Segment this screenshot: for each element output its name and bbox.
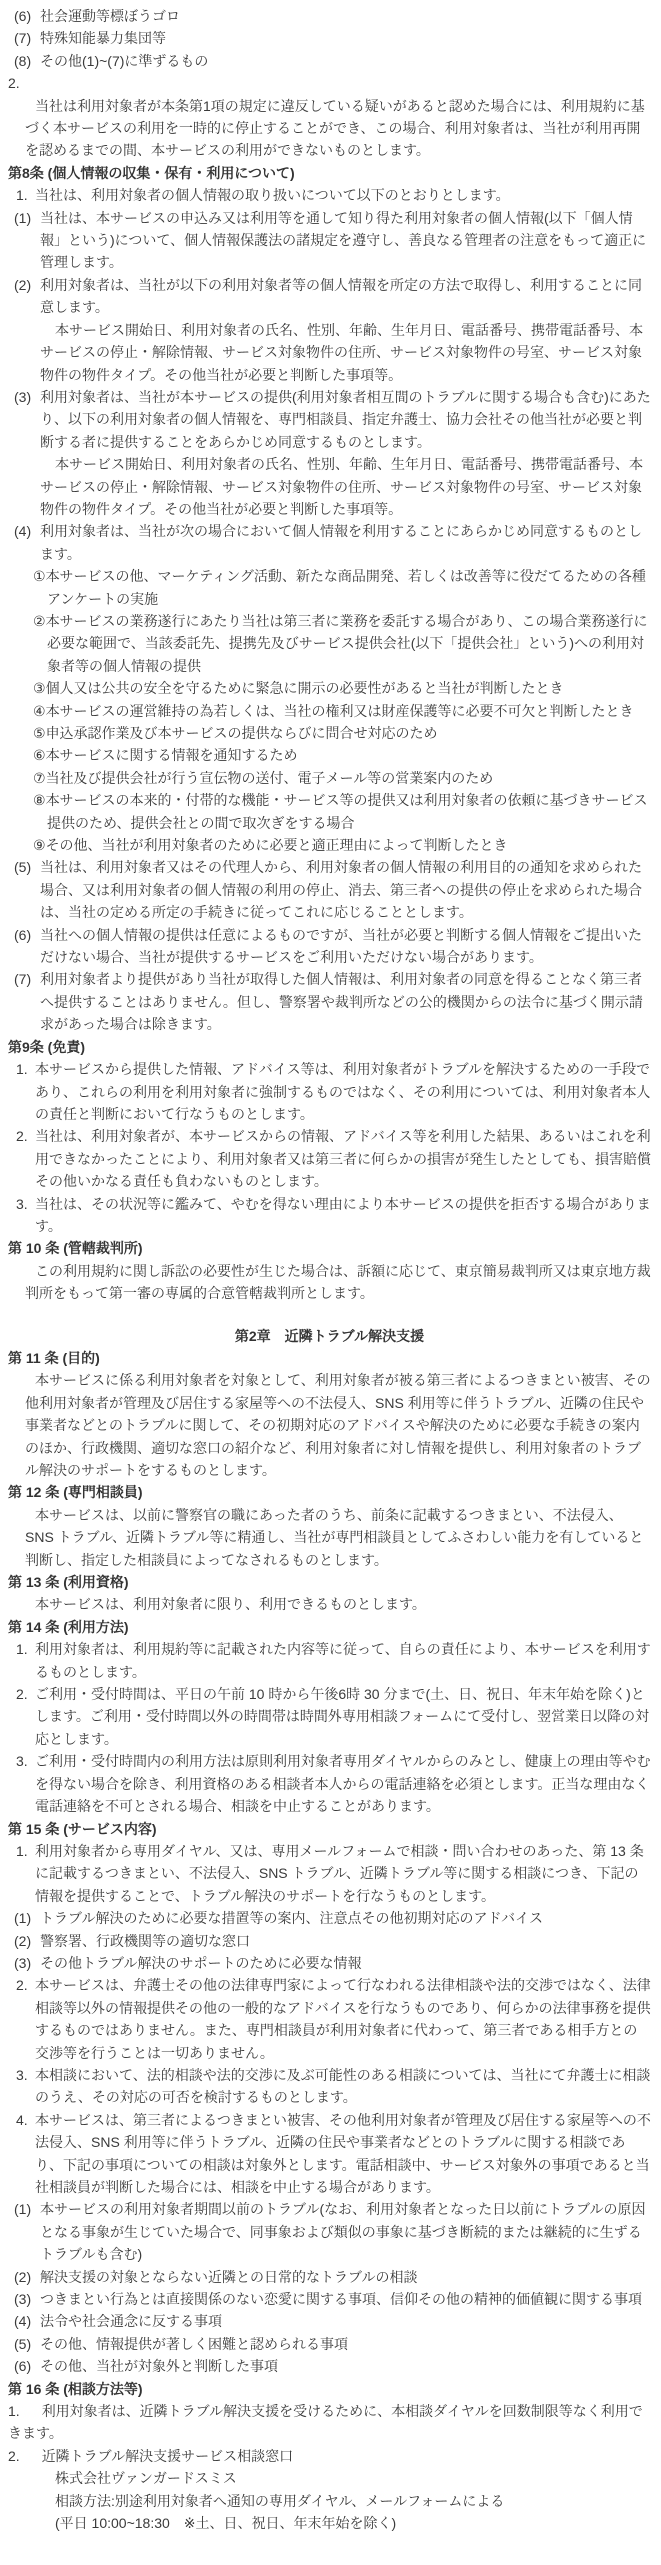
circled-list-item — [8, 565, 651, 610]
paren-list-item — [8, 50, 651, 72]
circled-list-item — [8, 700, 651, 722]
item-text: 近隣トラブル解決支援サービス相談窓口 — [41, 2447, 294, 2464]
circled-list-item — [8, 767, 651, 789]
numbered-list-item — [8, 1974, 651, 2064]
item-marker: (1) — [14, 1910, 32, 1927]
numbered-list-item — [8, 2400, 651, 2445]
numbered-list-item — [8, 1125, 651, 1192]
item-text: 利用対象者は、利用規約等に記載された内容等に従って、自らの責任により、本サービスを利用するものとします。 — [35, 1641, 651, 1680]
paren-list-item — [8, 2310, 651, 2332]
item-marker: ⑦ — [33, 769, 46, 786]
numbered-list-item — [8, 72, 651, 94]
item-marker: (7) — [14, 971, 32, 988]
item-text: 利用対象者より提供があり当社が取得した個人情報は、利用対象者の同意を得ることなく第三者へ提供することはありません。但し、警察署や裁判所などの公的機関からの法令に基づく開示請求があった場合は除きます。 — [40, 971, 643, 1033]
item-marker: 2. — [8, 2447, 20, 2464]
item-text: 第 13 条 (利用資格) — [8, 1574, 129, 1591]
item-marker: 4. — [16, 2111, 28, 2128]
item-marker: 3. — [16, 1753, 28, 1770]
item-text: 本サービスは、利用対象者に限り、利用できるものとします。 — [35, 1596, 426, 1613]
item-marker: ① — [33, 568, 46, 585]
paren-list-item — [8, 520, 651, 565]
item-marker: ③ — [33, 680, 46, 697]
paren-list-item — [8, 1952, 651, 1974]
item-marker: 3. — [16, 1195, 28, 1212]
paren-list-item — [8, 274, 651, 319]
paren-list-item — [8, 2355, 651, 2377]
item-text: その他、情報提供が著しく困難と認められる事項 — [40, 2335, 348, 2352]
paragraph — [8, 1504, 651, 1571]
circled-list-item — [8, 677, 651, 699]
paragraph — [8, 1260, 651, 1305]
item-text: 当社への個人情報の提供は任意によるものですが、当社が必要と判断する個人情報をご提出いただけない場合、当社が提供するサービスをご利用いただけない場合があります。 — [40, 926, 642, 966]
item-text: 当社は、その状況等に鑑みて、やむを得ない理由により本サービスの提供を拒否する場合があります。 — [35, 1195, 651, 1234]
circled-list-item — [8, 610, 651, 677]
numbered-list-item — [8, 1638, 651, 1683]
item-marker: 2. — [8, 75, 20, 92]
paren-list-item — [8, 1930, 651, 1952]
paren-list-item — [8, 856, 651, 923]
item-marker: (3) — [14, 388, 32, 405]
paren-list-item — [8, 1907, 651, 1929]
item-text: 本サービスは、第三者によるつきまとい被害、その他利用対象者が管理及び居住する家屋等への不法侵入、SNS 利用等に伴うトラブル、近隣の住民や事業者などとのトラブルに関する相談であり、下記の事項についての相談は対象外とします。電話相談中、サービス対象外の事項であると当社相談員が判断した場合には、相談を中止する場合があります。 — [35, 2111, 651, 2195]
paren-list-item — [8, 207, 651, 274]
article-heading — [8, 1237, 651, 1259]
numbered-list-item — [8, 2109, 651, 2199]
item-text: 相談方法:別途利用対象者へ通知の専用ダイヤル、メールフォームによる — [55, 2492, 505, 2509]
item-text: 本サービス開始日、利用対象者の氏名、性別、年齢、生年月日、電話番号、携帯電話番号、本サービスの停止・解除情報、サービス対象物件の住所、サービス対象物件の号室、サービス対象物件の物件タイプ。その他当社が必要と判断した事項等。 — [40, 456, 643, 517]
item-marker: (4) — [14, 2313, 32, 2330]
contact-detail-line — [8, 2512, 651, 2534]
item-marker: (6) — [14, 8, 32, 24]
item-text: 本サービスは、弁護士その他の法律専門家によって行なわれる法律相談や法的交渉ではなく、法律相談等以外の情報提供その他の一般的なアドバイスを行なうものであり、何らかの法律事務を提供するものではありません。また、専門相談員が利用対象者に代わって、第三者である相手方との交渉等を行うことは一切ありません。 — [35, 1977, 651, 2061]
item-text: 個人又は公共の安全を守るために緊急に開示の必要性があると当社が判断したとき — [45, 680, 564, 697]
item-marker: (4) — [14, 523, 32, 540]
item-text: 株式会社ヴァンガードスミス — [55, 2470, 237, 2487]
item-text: 本相談において、法的相談や法的交渉に及ぶ可能性のある相談については、当社にて弁護士に相談のうえ、その対応の可否を検討するものとします。 — [35, 2066, 651, 2106]
item-marker: ④ — [33, 702, 46, 719]
item-text: 特殊知能暴力集団等 — [40, 30, 166, 47]
item-text: 第 14 条 (利用方法) — [8, 1618, 129, 1635]
item-text: 当社は利用対象者が本条第1項の規定に違反している疑いがあると認めた場合には、利用規約に基づく本サービスの利用を一時的に停止することができ、この場合、利用対象者は、当社が利用再開を認めるまでの間、本サービスの利用ができないものとします。 — [25, 97, 645, 159]
item-text: つきまとい行為とは直接関係のない恋愛に関する事項、信仰その他の精神的価値観に関する事項 — [40, 2291, 642, 2308]
item-text: 本サービス開始日、利用対象者の氏名、性別、年齢、生年月日、電話番号、携帯電話番号、本サービスの停止・解除情報、サービス対象物件の住所、サービス対象物件の号室、サービス対象物件の物件タイプ。その他当社が必要と判断した事項等。 — [40, 321, 643, 383]
numbered-list-item — [8, 2445, 651, 2467]
circled-list-item — [8, 744, 651, 766]
item-marker: 1. — [16, 1061, 28, 1078]
item-marker: (1) — [14, 209, 32, 226]
contact-detail-line — [8, 2490, 651, 2512]
item-text: この利用規約に関し訴訟の必要性が生じた場合は、訴額に応じて、東京簡易裁判所又は東京地方裁判所をもって第一審の専属的合意管轄裁判所とします。 — [25, 1262, 651, 1302]
article-heading — [8, 1481, 651, 1503]
item-marker: (6) — [14, 926, 32, 943]
article-heading — [8, 2378, 651, 2400]
item-text: その他、当社が対象外と判断した事項 — [40, 2358, 278, 2375]
paragraph — [8, 1593, 651, 1615]
item-text: 警察署、行政機関等の適切な窓口 — [40, 1932, 250, 1949]
item-text: 解決支援の対象とならない近隣との日常的なトラブルの相談 — [40, 2268, 418, 2285]
item-marker: (3) — [14, 2291, 32, 2308]
item-text: その他トラブル解決のサポートのために必要な情報 — [40, 1954, 362, 1971]
item-text: 当社は、利用対象者又はその代理人から、利用対象者の個人情報の利用目的の通知を求められた場合、又は利用対象者の個人情報の利用の停止、消去、第三者への提供の停止を求められた場合は、当社の定める所定の手続きに従ってこれに応じることとします。 — [40, 859, 642, 921]
item-text: (平日 10:00~18:30 ※土、日、祝日、年末年始を除く) — [55, 2515, 397, 2532]
item-marker: ⑨ — [33, 837, 46, 854]
item-text: 本サービスの業務遂行にあたり当社は第三者に業務を委託する場合があり、この場合業務遂行に必要な範囲で、当該委託先、提携先及びサービス提供会社(以下「提供会社」という)への利用対象者等の個人情報の提供 — [45, 612, 648, 674]
paren-list-item — [8, 2266, 651, 2288]
article-heading — [8, 1571, 651, 1593]
item-marker: (3) — [14, 1954, 32, 1971]
circled-list-item — [8, 789, 651, 834]
item-marker: ⑤ — [33, 725, 46, 741]
indented-paragraph — [8, 453, 651, 520]
numbered-list-item — [8, 1750, 651, 1817]
indented-paragraph — [8, 319, 651, 386]
item-text: 本サービスに関する情報を通知するため — [45, 747, 298, 764]
item-marker: 2. — [16, 1686, 28, 1703]
item-marker: (1) — [14, 2201, 32, 2218]
article-heading — [8, 1818, 651, 1840]
item-text: 当社は、利用対象者の個人情報の取り扱いについて以下のとおりとします。 — [35, 187, 510, 204]
item-text: 本サービスの本来的・付帯的な機能・サービス等の提供又は利用対象者の依頼に基づきサービス提供のため、提供会社との間で取次ぎをする場合 — [45, 792, 648, 831]
numbered-list-item — [8, 2064, 651, 2109]
item-text: 本サービスは、以前に警察官の職にあった者のうち、前条に記載するつきまとい、不法侵入、SNS トラブル、近隣トラブル等に精通し、当社が専門相談員としてふさわしい能力を有していると判断し、指定した相談員によってなされるものとします。 — [25, 1506, 644, 1568]
item-text: 第 11 条 (目的) — [8, 1349, 100, 1366]
item-text: 社会運動等標ぼうゴロ — [40, 8, 180, 24]
item-text: 本サービスから提供した情報、アドバイス等は、利用対象者がトラブルを解決するための一手段であり、これらの利用を利用対象者に強制するものではなく、その利用については、利用対象者本人の責任と判断において行なうものとします。 — [35, 1061, 651, 1122]
paren-list-item — [8, 386, 651, 453]
item-marker: ⑧ — [33, 792, 46, 809]
chapter-heading — [8, 1325, 651, 1347]
numbered-list-item — [8, 1683, 651, 1750]
item-marker: (5) — [14, 859, 32, 876]
item-text: 本サービスに係る利用対象者を対象として、利用対象者が被る第三者によるつきまとい被害、その他利用対象者が管理及び居住する家屋等への不法侵入、SNS 利用等に伴うトラブル、近隣の住民や事業者などとのトラブルに関して、その初期対応のアドバイスや解決のために必要な手続きの案内のほか、行政機関、適切な窓口の紹介など、利用対象者に対し情報を提供し、利用対象者のトラブル解決のサポートをするものとします。 — [25, 1372, 651, 1478]
item-text: 利用対象者は、当社が以下の利用対象者等の個人情報を所定の方法で取得し、利用することに同意します。 — [40, 276, 642, 316]
item-text: トラブル解決のために必要な措置等の案内、注意点その他初期対応のアドバイス — [40, 1910, 544, 1927]
paragraph — [8, 1369, 651, 1481]
item-marker: ② — [33, 612, 46, 629]
numbered-list-item — [8, 1193, 651, 1238]
item-text: 本サービスの運営維持の為若しくは、当社の権利又は財産保護等に必要不可欠と判断したとき — [45, 702, 634, 719]
item-text: ご利用・受付時間は、平日の午前 10 時から午後6時 30 分まで(土、日、祝日、年末年始を除く)とします。ご利用・受付時間以外の時間帯は時間外専用相談フォームにて受付し、翌営業日以降の対応とします。 — [35, 1686, 650, 1747]
item-marker: 2. — [16, 1977, 28, 1994]
contact-detail-line — [8, 2467, 651, 2489]
article-heading — [8, 1347, 651, 1369]
article-heading — [8, 1036, 651, 1058]
item-text: 第 12 条 (専門相談員) — [8, 1484, 143, 1501]
item-text: 利用対象者は、当社が次の場合において個人情報を利用することにあらかじめ同意するものとします。 — [40, 523, 642, 562]
paren-list-item — [8, 968, 651, 1035]
article-heading — [8, 1616, 651, 1638]
item-text: ご利用・受付時間内の利用方法は原則利用対象者専用ダイヤルからのみとし、健康上の理由等やむを得ない場合を除き、利用資格のある相談者本人からの電話連絡を必須とします。正当な理由なく電話連絡を不可とされる場合、相談を中止することがあります。 — [35, 1753, 651, 1815]
item-marker: 1. — [16, 1842, 28, 1859]
paren-list-item — [8, 2288, 651, 2310]
item-text: 本サービスの他、マーケティング活動、新たな商品開発、若しくは改善等に役だてるための各種アンケートの実施 — [45, 568, 646, 607]
item-text: 利用対象者は、当社が本サービスの提供(利用対象者相互間のトラブルに関する場合も含む)にあたり、以下の利用対象者の個人情報を、専門相談員、指定弁護士、協力会社その他当社が必要と判断する者に提供することをあらかじめ同意するものとします。 — [40, 388, 651, 450]
item-marker: ⑥ — [33, 747, 46, 764]
item-text: 申込承認作業及び本サービスの提供ならびに問合せ対応のため — [45, 725, 438, 741]
item-text: 利用対象者は、近隣トラブル解決支援を受けるために、本相談ダイヤルを回数制限等なく利用できます。 — [8, 2403, 643, 2442]
item-text: 当社は、利用対象者が、本サービスからの情報、アドバイス等を利用した結果、あるいはこれを利用できなかったことにより、利用対象者又は第三者に何らかの損害が発生したとしても、損害賠償その他いかなる責任も負わないものとします。 — [35, 1128, 651, 1190]
item-text: 法令や社会通念に反する事項 — [40, 2313, 222, 2330]
paren-list-item — [8, 924, 651, 969]
paren-list-item — [8, 27, 651, 49]
item-marker: 1. — [16, 187, 28, 204]
item-marker: 1. — [8, 2403, 20, 2420]
numbered-list-item — [8, 1840, 651, 1907]
item-marker: (7) — [14, 30, 32, 47]
paragraph — [8, 95, 651, 162]
item-text: 第 15 条 (サービス内容) — [8, 1820, 157, 1837]
numbered-list-item — [8, 1058, 651, 1125]
item-text: 利用対象者から専用ダイヤル、又は、専用メールフォームで相談・問い合わせのあった、第 13 条に記載するつきまとい、不法侵入、SNS トラブル、近隣トラブル等に関する相談につき、下記の情報を提供することで、トラブル解決のサポートを行なうものとします。 — [35, 1842, 644, 1904]
item-text: 第9条 (免責) — [8, 1038, 85, 1055]
item-marker: (5) — [14, 2335, 32, 2352]
circled-list-item — [8, 834, 651, 856]
item-marker: (6) — [14, 2358, 32, 2375]
item-marker: 1. — [16, 1641, 28, 1658]
item-text: その他、当社が利用対象者のために必要と適正理由によって判断したとき — [45, 837, 508, 854]
numbered-list-item — [8, 184, 651, 206]
paren-list-item — [8, 2333, 651, 2355]
item-marker: (2) — [14, 276, 32, 293]
article-heading — [8, 162, 651, 184]
item-marker: (2) — [14, 1932, 32, 1949]
item-text: その他(1)~(7)に準ずるもの — [40, 52, 209, 69]
item-marker: (8) — [14, 52, 32, 69]
item-marker: (2) — [14, 2268, 32, 2285]
item-text: 本サービスの利用対象者期間以前のトラブル(なお、利用対象者となった日以前にトラブルの原因となる事象が生じていた場合で、同事象および類似の事象に基づき断続的または継続的に生ずるトラブルも含む) — [40, 2201, 646, 2263]
circled-list-item — [8, 722, 651, 744]
item-text: 第2章 近隣トラブル解決支援 — [234, 1327, 425, 1344]
item-text: 第 16 条 (相談方法等) — [8, 2380, 143, 2397]
paren-list-item — [8, 5, 651, 27]
item-text: 当社及び提供会社が行う宣伝物の送付、電子メール等の営業案内のため — [45, 769, 494, 786]
item-text: 第8条 (個人情報の収集・保有・利用について) — [8, 164, 295, 181]
item-text: 当社は、本サービスの申込み又は利用等を通して知り得た利用対象者の個人情報(以下「個人情報」という)について、個人情報保護法の諸規定を遵守し、善良なる管理者の注意をもって適正に管理します。 — [40, 209, 647, 271]
item-marker: 2. — [16, 1128, 28, 1145]
paren-list-item — [8, 2198, 651, 2265]
item-text: 第 10 条 (管轄裁判所) — [8, 1240, 143, 1257]
item-marker: 3. — [16, 2066, 28, 2083]
